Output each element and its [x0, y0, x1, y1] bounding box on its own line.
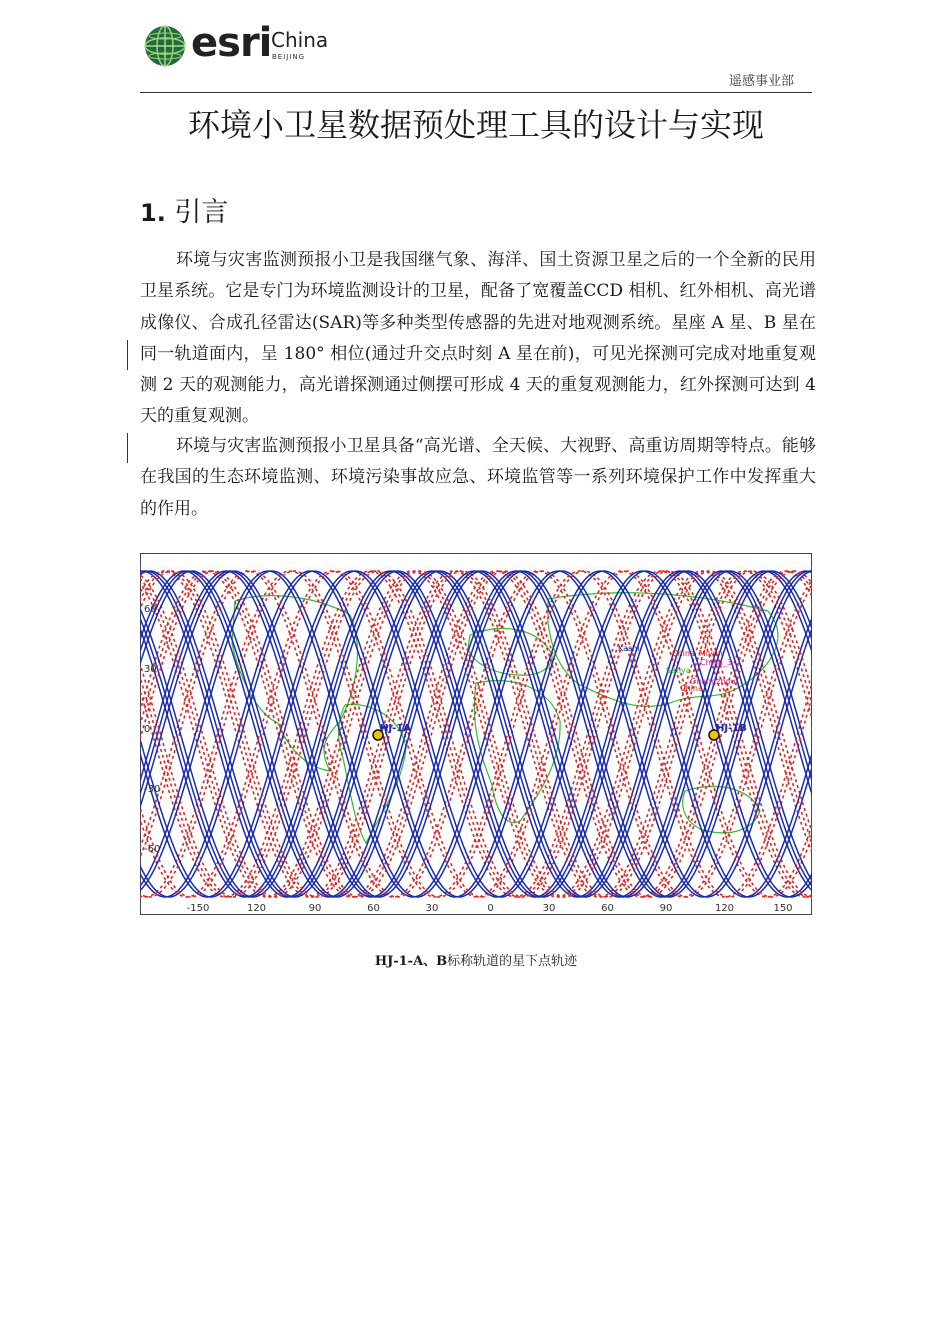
longitude-label: 150: [773, 903, 793, 914]
longitude-label: -150: [186, 903, 210, 914]
section-title: 引言: [174, 197, 229, 228]
logo-china-text: China: [271, 28, 329, 52]
station-label: Kashi: [618, 644, 640, 653]
satellite-label: HJ-1B: [716, 723, 747, 734]
latitude-label: -30: [144, 784, 161, 795]
revision-bar: [127, 340, 128, 370]
section-heading: [140, 190, 228, 229]
header-rule: [140, 92, 812, 93]
station-label: Sanya: [666, 666, 691, 675]
ground-track-map: [140, 553, 812, 915]
globe-icon: [143, 24, 187, 68]
station-label: China: [680, 684, 703, 693]
longitude-label: 30: [425, 903, 439, 914]
figure-caption: [140, 950, 812, 969]
longitude-label: 90: [308, 903, 322, 914]
logo-wordmark: esri: [191, 20, 272, 66]
section-number: 1.: [140, 199, 166, 227]
caption-bold: HJ-1-A、B: [374, 954, 448, 969]
longitude-label: 0: [487, 903, 494, 914]
revision-bar: [127, 433, 128, 463]
document-title: 环境小卫星数据预处理工具的设计与实现: [187, 106, 764, 144]
latitude-label: 60: [144, 604, 157, 615]
logo-city-text: BEIJING: [272, 53, 306, 61]
department-label: 遥感事业部: [728, 74, 794, 89]
longitude-label: 30: [542, 903, 556, 914]
longitude-label: 90: [659, 903, 673, 914]
latitude-label: 0: [144, 724, 151, 735]
station-label: China_Miyun: [672, 649, 723, 658]
paragraph-features: 环境与灾害监测预报小卫星具备“高光谱、全天候、大视野、高重访周期等特点。能够在我国的生态环境监测、环境污染事故应急、环境监管等一系列环境保护工作中发挥重大的作用。: [140, 436, 816, 519]
esri-china-logo: [143, 20, 343, 68]
latitude-label: 30: [144, 664, 157, 675]
longitude-label: 60: [367, 903, 380, 914]
longitude-label: 120: [714, 903, 735, 914]
ground-track-figure: [140, 553, 812, 915]
paragraph-intro: 环境与灾害监测预报小卫是我国继气象、海洋、国土资源卫星之后的一个全新的民用卫星系统。它是专门为环境监测设计的卫星，配备了宽覆盖CCD 相机、红外相机、高光谱成像仪、合成孔径雷达(SAR)等多种类型传感器的先进对地观测系统。星座 A 星、B 星在同一轨道面内，呈 180° 相位(通过升交点时刻 A 星在前)，可见光探测可完成对地重复观测 2 天的观测能力，高光谱探测通过侧摆可形成 4 天的重复观测能力，红外探测可达到 4 天的重复观测。: [140, 250, 816, 427]
station-label: China_3: [700, 658, 732, 667]
longitude-label: 120: [246, 903, 267, 914]
caption-text: 标称轨道的星下点轨迹: [447, 954, 578, 969]
satellite-label: HJ-1A: [380, 723, 411, 734]
longitude-label: 60: [601, 903, 614, 914]
latitude-label: -60: [144, 844, 161, 855]
station-label: Guangzhou: [690, 677, 736, 686]
